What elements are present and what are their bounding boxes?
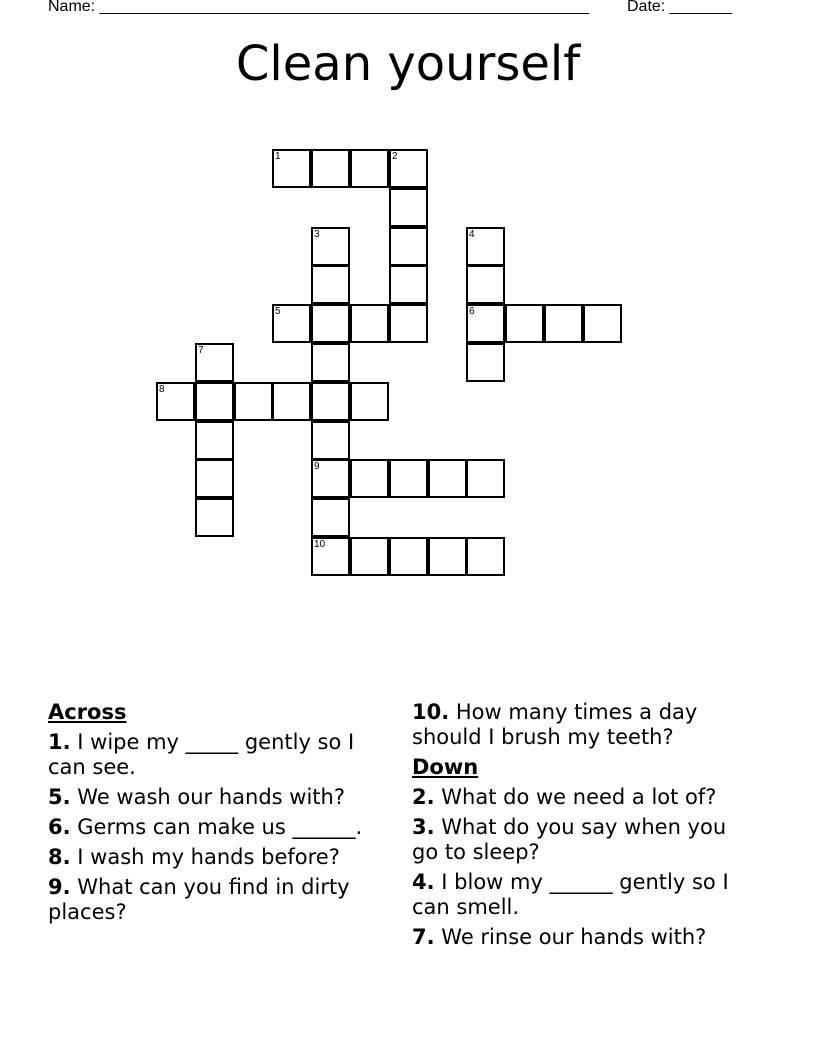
grid-cell[interactable] (466, 343, 505, 382)
grid-cell[interactable] (428, 537, 467, 576)
grid-cell[interactable] (350, 537, 389, 576)
clue-text: I blow my ______ gently so I can smell. (412, 870, 729, 919)
grid-cell[interactable] (272, 149, 311, 188)
cell-number: 9 (314, 461, 320, 472)
clue-down-4 (412, 870, 757, 920)
cell-number: 7 (198, 345, 204, 356)
page-title: Clean yourself (235, 36, 581, 92)
grid-cell[interactable] (350, 149, 389, 188)
grid-cell[interactable] (350, 459, 389, 498)
clue-across-9 (48, 875, 393, 925)
grid-cell[interactable] (350, 304, 389, 343)
grid-cell[interactable] (389, 304, 428, 343)
clue-down-7 (412, 925, 757, 950)
name-field[interactable]: Name: _______________________________________________________ (48, 0, 589, 15)
clue-text: I wash my hands before? (77, 845, 340, 869)
grid-cell[interactable] (195, 459, 234, 498)
cell-number: 6 (469, 306, 475, 317)
grid-cell[interactable] (311, 537, 350, 576)
grid-cell[interactable] (428, 459, 467, 498)
cell-number: 2 (392, 151, 398, 162)
grid-cell[interactable] (311, 149, 350, 188)
grid-cell[interactable] (311, 304, 350, 343)
clue-across-10 (412, 700, 757, 750)
grid-cell[interactable] (466, 459, 505, 498)
grid-cell[interactable] (389, 459, 428, 498)
grid-cell[interactable] (544, 304, 583, 343)
grid-cell[interactable] (389, 188, 428, 227)
clues-column-right (412, 700, 757, 955)
clue-across-5 (48, 785, 393, 810)
grid-cell[interactable] (195, 498, 234, 537)
grid-cell[interactable] (311, 421, 350, 460)
clue-text: What do you say when you go to sleep? (412, 815, 727, 864)
grid-cell[interactable] (311, 382, 350, 421)
clue-text: How many times a day should I brush my teeth? (412, 700, 698, 749)
clue-across-6 (48, 815, 393, 840)
clue-down-3 (412, 815, 757, 865)
clue-number: 1. (48, 730, 71, 754)
clue-number: 4. (412, 870, 435, 894)
across-heading: Across (48, 700, 127, 724)
clue-number: 7. (412, 925, 435, 949)
grid-cell[interactable] (234, 382, 273, 421)
grid-cell[interactable] (466, 265, 505, 304)
clue-number: 2. (412, 785, 435, 809)
clue-number: 3. (412, 815, 435, 839)
grid-cell[interactable] (272, 304, 311, 343)
grid-cell[interactable] (311, 343, 350, 382)
grid-cell[interactable] (466, 304, 505, 343)
down-heading: Down (412, 755, 479, 779)
clue-text: We rinse our hands with? (441, 925, 707, 949)
cell-number: 1 (275, 151, 281, 162)
clue-text: Germs can make us ______. (77, 815, 363, 839)
grid-cell[interactable] (311, 227, 350, 266)
clue-text: What can you find in dirty places? (48, 875, 350, 924)
grid-cell[interactable] (389, 265, 428, 304)
cell-number: 4 (469, 229, 475, 240)
grid-cell[interactable] (311, 265, 350, 304)
clue-across-8 (48, 845, 393, 870)
clue-number: 9. (48, 875, 71, 899)
clues-column-left (48, 700, 393, 930)
grid-cell[interactable] (272, 382, 311, 421)
grid-cell[interactable] (389, 227, 428, 266)
clue-number: 6. (48, 815, 71, 839)
grid-cell[interactable] (466, 537, 505, 576)
cell-number: 10 (314, 539, 326, 550)
grid-cell[interactable] (156, 382, 195, 421)
date-field[interactable]: Date: _______ (627, 0, 732, 15)
grid-cell[interactable] (350, 382, 389, 421)
grid-cell[interactable] (311, 498, 350, 537)
grid-cell[interactable] (195, 382, 234, 421)
clue-text: What do we need a lot of? (441, 785, 717, 809)
clue-down-2 (412, 785, 757, 810)
clue-across-1 (48, 730, 393, 780)
clue-text: We wash our hands with? (77, 785, 345, 809)
clue-number: 8. (48, 845, 71, 869)
grid-cell[interactable] (466, 227, 505, 266)
clue-number: 5. (48, 785, 71, 809)
grid-cell[interactable] (389, 149, 428, 188)
grid-cell[interactable] (195, 421, 234, 460)
grid-cell[interactable] (311, 459, 350, 498)
grid-cell[interactable] (389, 537, 428, 576)
grid-cell[interactable] (195, 343, 234, 382)
clue-number: 10. (412, 700, 450, 724)
clue-text: I wipe my _____ gently so I can see. (48, 730, 355, 779)
grid-cell[interactable] (583, 304, 622, 343)
cell-number: 5 (275, 306, 281, 317)
grid-cell[interactable] (505, 304, 544, 343)
cell-number: 3 (314, 229, 320, 240)
cell-number: 8 (159, 384, 165, 395)
